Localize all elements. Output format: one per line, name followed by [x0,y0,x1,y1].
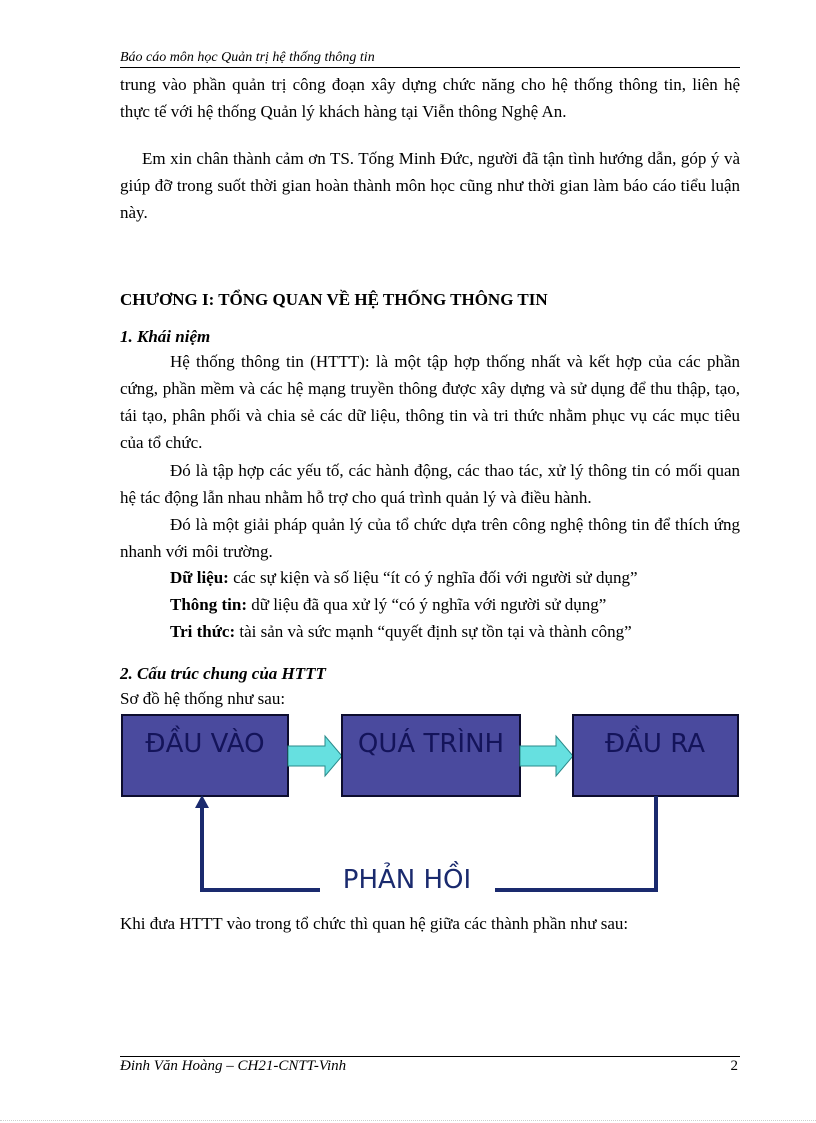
definition-text: các sự kiện và số liệu “ít có ý nghĩa đối với người sử dụng” [228,568,638,587]
concept-paragraph-1: Hệ thống thông tin (HTTT): là một tập hợp thống nhất và kết hợp của các phần cứng, phần mềm và các hệ mạng truyền thông được xây dựng và sử dụng để thu thập, tạo, tái tạo, phân phối và chia sẻ các dữ liệu, thông tin và tri thức nhằm phục vụ các mục tiêu của tổ chức. [120,352,740,452]
feedback-line [202,804,320,890]
header-rule [120,67,740,68]
input-box [122,715,288,796]
footer-author: Đinh Văn Hoàng – CH21-CNTT-Vinh [120,1058,347,1074]
process-box [342,715,520,796]
concept-paragraph-2: Đó là tập hợp các yếu tố, các hành động, các thao tác, xử lý thông tin có mối quan hệ tác động lẫn nhau nhằm hỗ trợ cho quá trình quản lý và điều hành. [120,461,740,507]
process-box-label: QUÁ TRÌNH [357,729,505,759]
definition-text: dữ liệu đã qua xử lý “có ý nghĩa với người sử dụng” [247,595,607,614]
feedback-line [495,796,656,890]
arrow-right-icon [288,736,342,776]
running-header: Báo cáo môn học Quản trị hệ thống thông tin [120,50,375,65]
concept-paragraph-3: Đó là một giải pháp quản lý của tổ chức dựa trên công nghệ thông tin để thích ứng nhanh với môi trường. [120,515,740,561]
definition-term: Tri thức: [170,622,236,641]
arrow-right-icon [520,736,573,776]
definition-knowledge [170,622,632,642]
output-box [573,715,738,796]
intro-paragraph-1: trung vào phần quản trị công đoạn xây dựng chức năng cho hệ thống thông tin, liên hệ thực tế với hệ thống Quản lý khách hàng tại Viễn thông Nghệ An. [120,75,740,121]
definition-text: tài sản và sức mạnh “quyết định sự tồn tại và thành công” [235,622,632,641]
page-bottom-border [0,1120,816,1121]
definition-term: Thông tin: [170,595,247,614]
footer-rule [120,1056,740,1057]
input-box-label: ĐẦU VÀO [145,729,265,759]
system-flow-diagram [120,712,740,897]
chapter-title: CHƯƠNG I: TỔNG QUAN VỀ HỆ THỐNG THÔNG TIN [120,290,548,309]
section-2-heading: 2. Cấu trúc chung của HTTT [120,664,326,683]
feedback-label: PHẢN HỒI [342,865,472,895]
section-1-heading: 1. Khái niệm [120,327,211,346]
diagram-intro: Sơ đồ hệ thống như sau: [120,689,286,708]
closing-sentence: Khi đưa HTTT vào trong tổ chức thì quan hệ giữa các thành phần như sau: [120,914,629,933]
output-box-label: ĐẦU RA [604,729,706,759]
intro-paragraph-2: Em xin chân thành cảm ơn TS. Tống Minh Đức, người đã tận tình hướng dẫn, góp ý và giúp đỡ trong suốt thời gian hoàn thành môn học cũng như thời gian làm báo cáo tiểu luận này. [120,149,740,222]
definition-information [170,595,606,615]
definition-term: Dữ liệu: [170,568,229,587]
definition-data [170,568,638,588]
page-number: 2 [730,1058,738,1074]
